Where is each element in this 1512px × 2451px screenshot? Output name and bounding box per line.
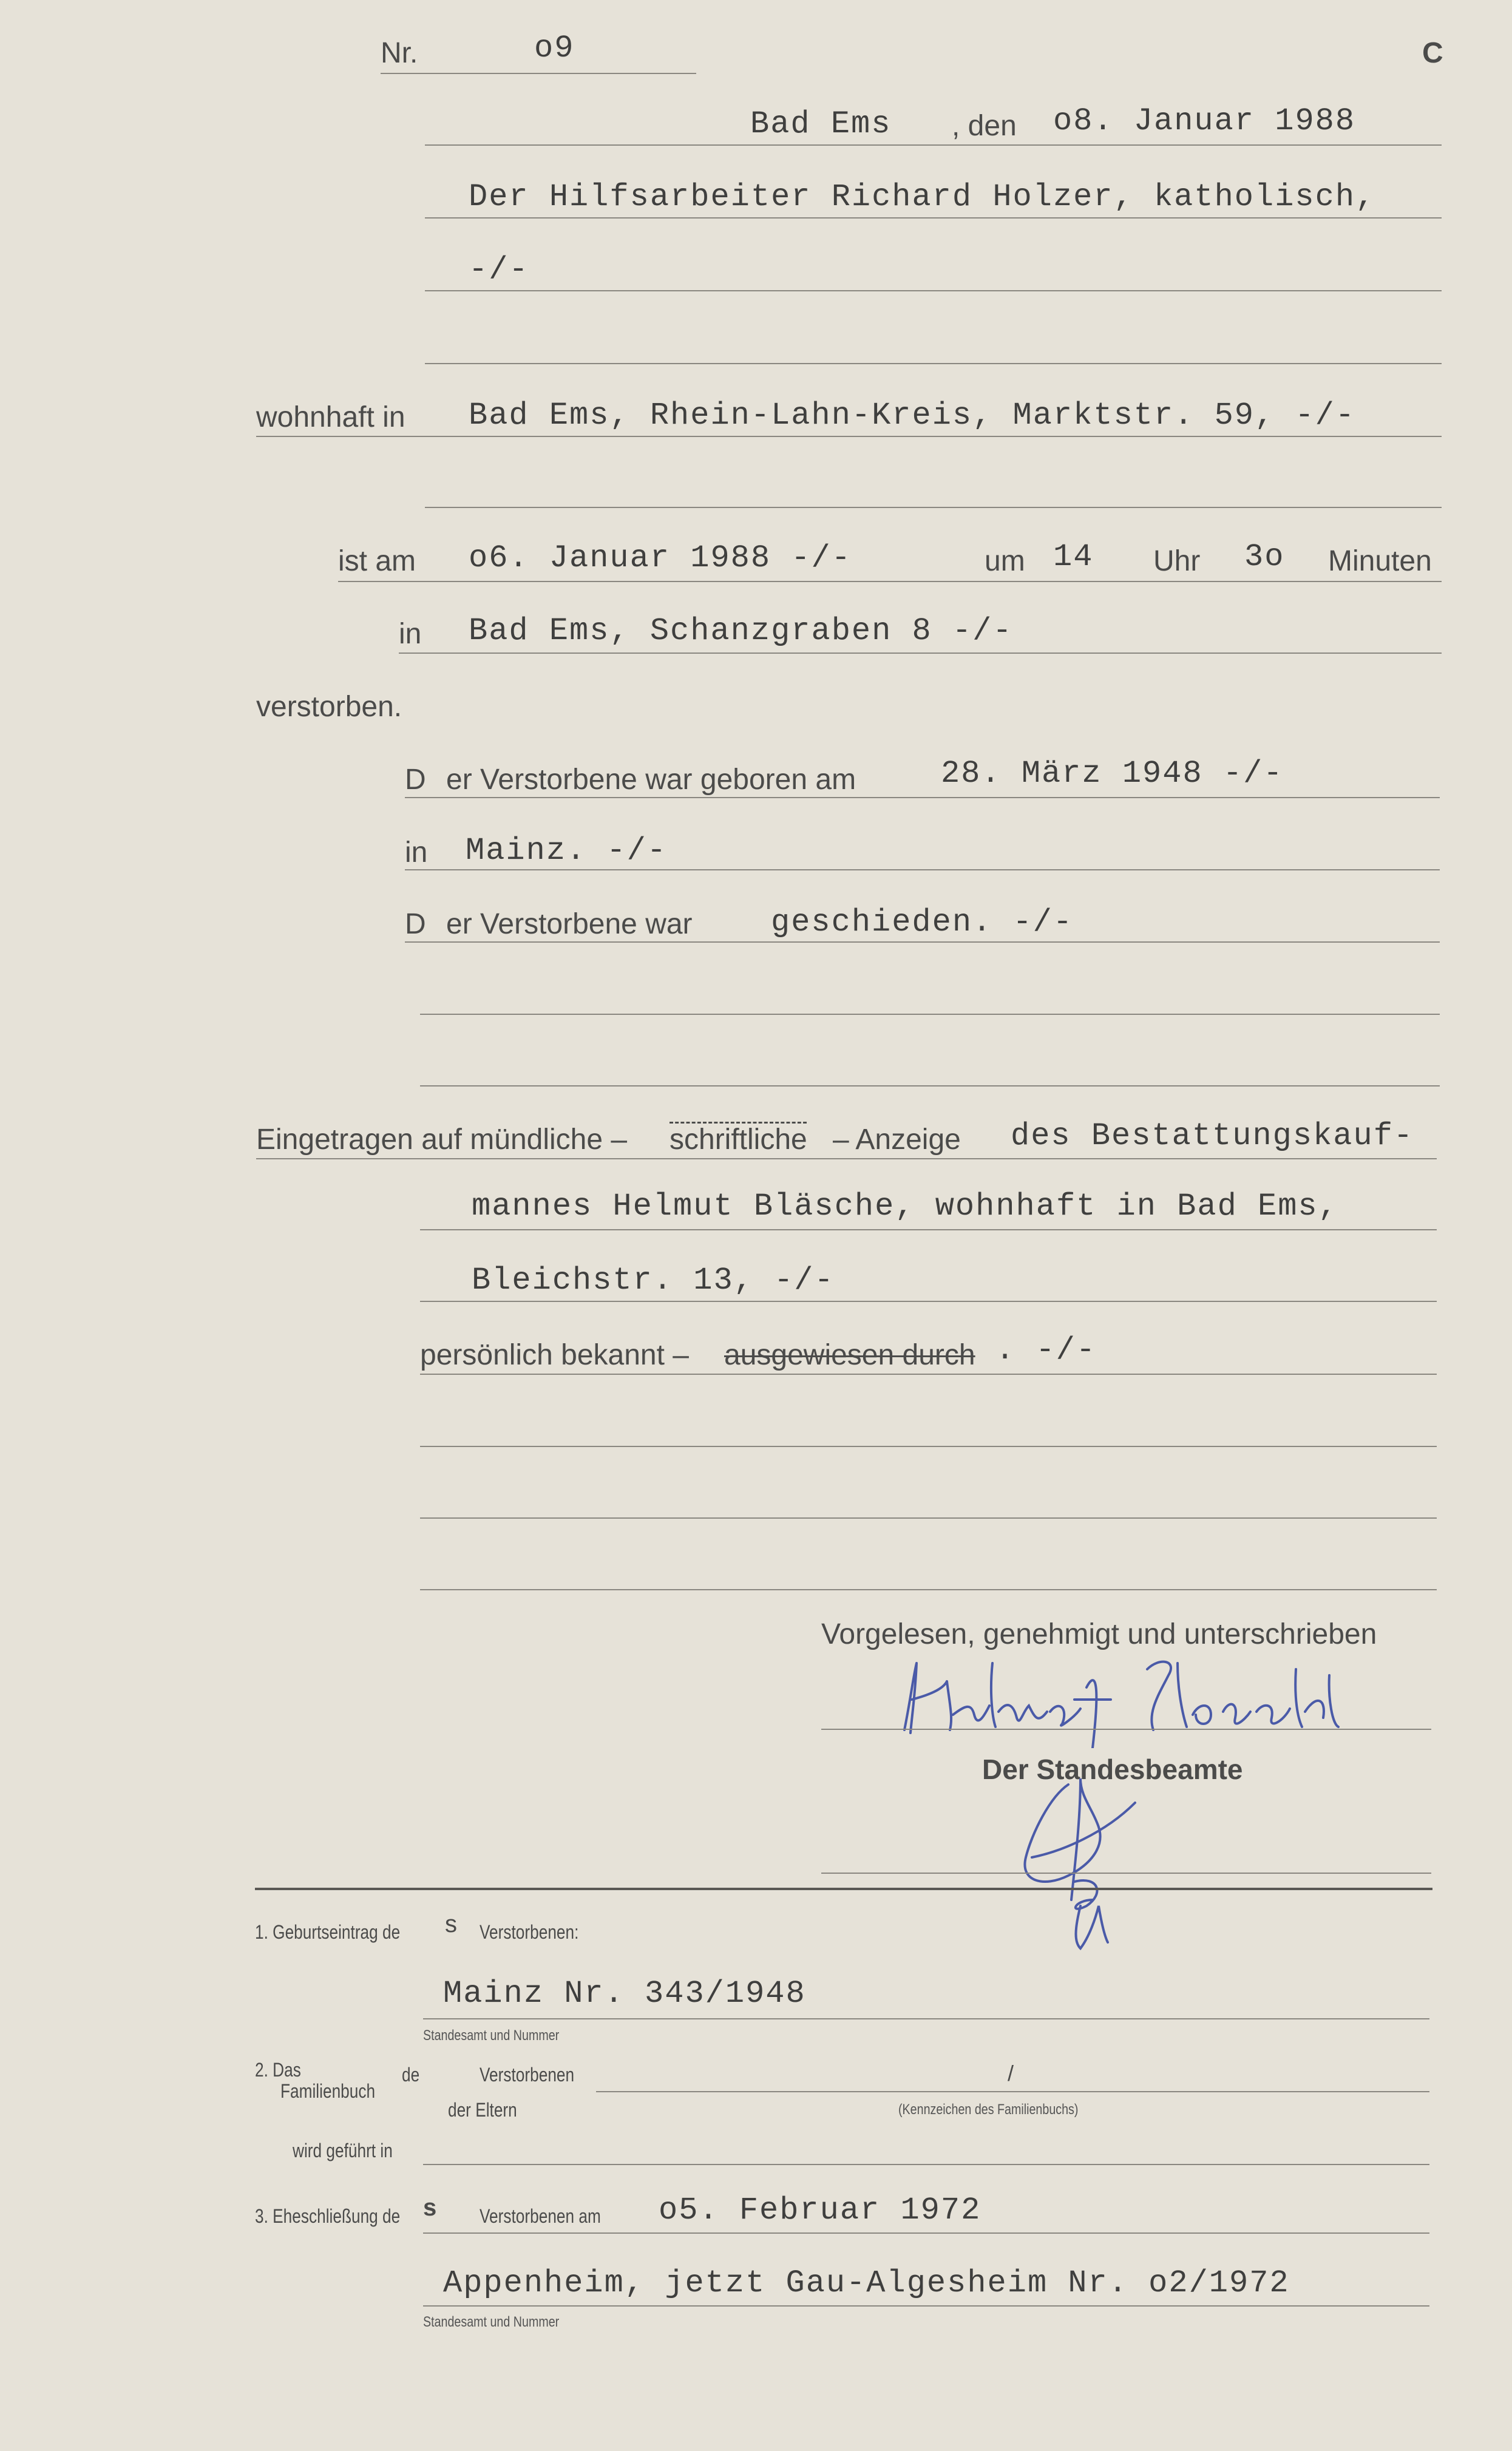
- footer-item3-underline: [423, 2232, 1429, 2234]
- registration-underline-3: [420, 1301, 1437, 1302]
- residence-label: wohnhaft in: [256, 401, 405, 433]
- marital-status: geschieden. -/-: [771, 904, 1074, 940]
- death-hour: 14: [1053, 539, 1094, 575]
- registrar-label: Der Standesbeamte: [982, 1754, 1243, 1785]
- den-label: , den: [952, 110, 1017, 142]
- registration-underline-2: [420, 1229, 1437, 1230]
- informant-line-2: mannes Helmut Bläsche, wohnhaft in Bad Ems,: [472, 1188, 1338, 1224]
- death-place-underline: [399, 653, 1442, 654]
- registration-label-end: – Anzeige: [833, 1124, 961, 1156]
- birth-date-underline: [405, 797, 1440, 798]
- corner-letter: C: [1422, 37, 1443, 69]
- birth-place: Mainz. -/-: [466, 833, 668, 869]
- death-place-label: in: [399, 618, 422, 650]
- footer-item1-caption: Standesamt und Nummer: [423, 2027, 560, 2044]
- footer-item1-label2: Verstorbenen:: [480, 1921, 579, 1943]
- residence-value: Bad Ems, Rhein-Lahn-Kreis, Marktstr. 59, -/-: [469, 398, 1356, 433]
- death-date-label: ist am: [338, 545, 416, 577]
- status-underline: [405, 941, 1440, 943]
- death-place: Bad Ems, Schanzgraben 8 -/-: [469, 613, 1013, 649]
- footer-item2-caption: (Kennzeichen des Familienbuchs): [898, 2101, 1079, 2118]
- footer-item2-de: de: [402, 2064, 420, 2086]
- registration-label-start: Eingetragen auf mündliche –: [256, 1124, 628, 1156]
- nr-underline: [381, 73, 696, 74]
- birth-date: 28. März 1948 -/-: [941, 756, 1284, 792]
- death-date: o6. Januar 1988 -/-: [469, 540, 852, 576]
- footer-item1-underline: [423, 2018, 1429, 2019]
- footer-item1-suffix: s: [445, 1911, 457, 1937]
- footer-item2-eltern: der Eltern: [448, 2099, 517, 2121]
- deceased-description: Der Hilfsarbeiter Richard Holzer, katholisch,: [469, 179, 1376, 215]
- footer-item2-label-b: Familienbuch: [280, 2080, 376, 2102]
- informant-line-1: des Bestattungskauf-: [1011, 1118, 1414, 1154]
- signature-line-2: [821, 1873, 1431, 1874]
- birth-label: er Verstorbene war geboren am: [446, 764, 856, 796]
- footer-item2-underline-2: [423, 2164, 1429, 2165]
- deceased-description-cont: -/-: [469, 252, 529, 288]
- status-underline-2: [420, 1014, 1440, 1015]
- birth-place-underline: [405, 869, 1440, 870]
- footer-item2-label-a: 2. Das: [255, 2059, 301, 2081]
- birth-register-entry: Mainz Nr. 343/1948: [443, 1976, 806, 2012]
- registration-underline-4: [420, 1374, 1437, 1375]
- registration-place: Bad Ems: [750, 106, 892, 142]
- identity-struck: ausgewiesen durch: [724, 1339, 975, 1371]
- death-uhr-label: Uhr: [1153, 545, 1201, 577]
- death-date-underline: [338, 581, 1442, 582]
- verstorben-label: verstorben.: [256, 691, 402, 723]
- registration-label-struck: schriftliche: [670, 1124, 807, 1156]
- identity-label: persönlich bekannt –: [420, 1339, 689, 1371]
- registration-underline-7: [420, 1589, 1437, 1590]
- footer-divider: [255, 1888, 1432, 1890]
- footer-item1-label: 1. Geburtseintrag de: [255, 1921, 401, 1943]
- death-um-label: um: [985, 545, 1025, 577]
- death-minuten-label: Minuten: [1328, 545, 1432, 577]
- person-underline-2: [425, 290, 1442, 291]
- birth-place-label: in: [405, 836, 428, 869]
- footer-item2-verstorbenen: Verstorbenen: [480, 2064, 575, 2086]
- birth-d-prefix: D: [405, 764, 426, 796]
- footer-item3-caption: Standesamt und Nummer: [423, 2314, 560, 2330]
- footer-item2-slash: /: [1008, 2061, 1014, 2086]
- status-underline-3: [420, 1085, 1440, 1087]
- footer-item2-gefuehrt: wird geführt in: [293, 2140, 393, 2161]
- residence-underline-2: [425, 507, 1442, 508]
- nr-value: o9: [534, 30, 575, 66]
- nr-label: Nr.: [381, 37, 418, 69]
- registration-underline-5: [420, 1446, 1437, 1447]
- marriage-register-entry: Appenheim, jetzt Gau-Algesheim Nr. o2/1972: [443, 2265, 1290, 2301]
- marriage-date: o5. Februar 1972: [659, 2192, 981, 2228]
- person-underline-1: [425, 217, 1442, 219]
- date-underline: [425, 144, 1442, 146]
- registration-date: o8. Januar 1988: [1053, 103, 1356, 139]
- footer-item3-underline-2: [423, 2305, 1429, 2307]
- status-label: er Verstorbene war: [446, 908, 693, 940]
- signature-line-1: [821, 1729, 1431, 1730]
- informant-line-3: Bleichstr. 13, -/-: [472, 1263, 835, 1298]
- person-underline-3: [425, 363, 1442, 364]
- registration-underline-6: [420, 1517, 1437, 1519]
- footer-item3-label: 3. Eheschließung de: [255, 2205, 401, 2227]
- informant-signature: [892, 1651, 1402, 1748]
- read-approved-label: Vorgelesen, genehmigt und unterschrieben: [821, 1618, 1377, 1650]
- footer-item2-underline: [596, 2091, 1429, 2092]
- death-minute: 3o: [1244, 539, 1285, 575]
- footer-item3-label2: Verstorbenen am: [480, 2205, 601, 2227]
- identity-value: . -/-: [995, 1332, 1097, 1368]
- footer-item3-suffix: s: [423, 2194, 437, 2221]
- registration-underline-1: [256, 1158, 1437, 1159]
- status-d-prefix: D: [405, 908, 426, 940]
- residence-underline: [256, 436, 1442, 437]
- registrar-signature: [1014, 1760, 1147, 1954]
